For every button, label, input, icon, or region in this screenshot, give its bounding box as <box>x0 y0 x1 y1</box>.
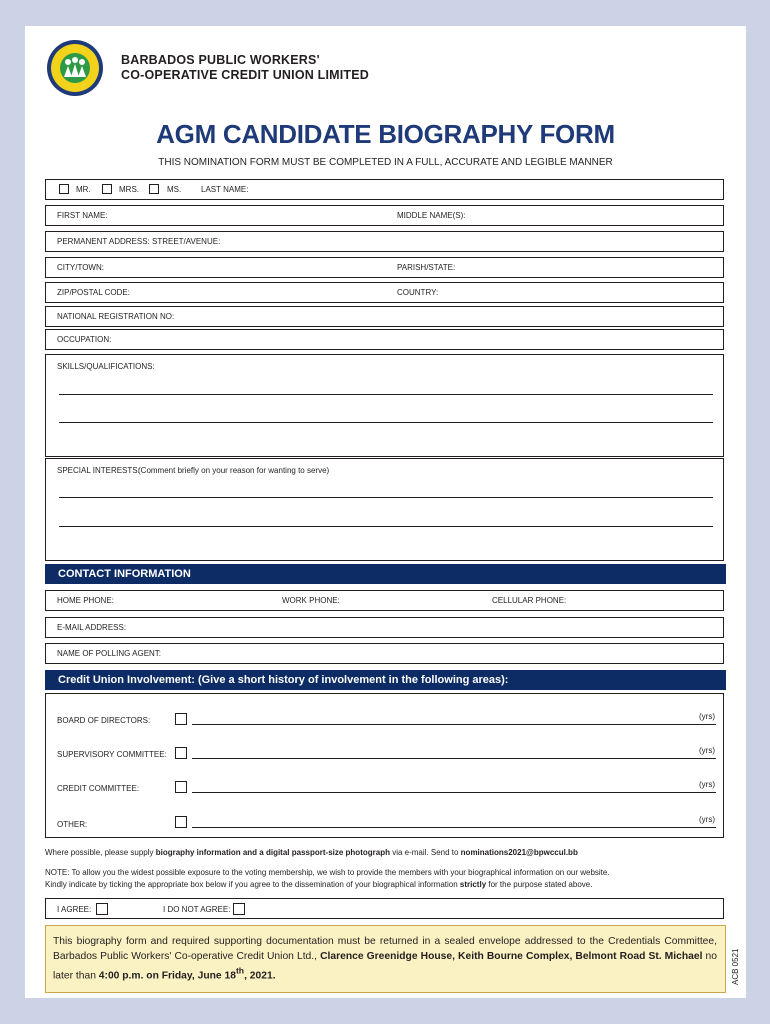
polling-agent-field[interactable]: NAME OF POLLING AGENT: <box>57 649 162 658</box>
supervisory-yrs: (yrs) <box>699 746 715 755</box>
skills-line <box>59 394 713 395</box>
middle-names-field[interactable]: MIDDLE NAME(S): <box>397 211 466 220</box>
country-field[interactable]: COUNTRY: <box>397 288 439 297</box>
skills-label: SKILLS/QUALIFICATIONS: <box>57 362 155 371</box>
involvement-heading: Credit Union Involvement: (Give a short history of involvement in the following areas): <box>45 670 726 690</box>
email-row <box>45 617 724 638</box>
consent-row <box>45 898 724 919</box>
interests-box[interactable] <box>45 458 724 561</box>
disagree-label: I DO NOT AGREE: <box>163 905 231 914</box>
skills-box[interactable] <box>45 354 724 457</box>
form-page <box>25 26 746 998</box>
credit-union-logo <box>46 39 104 97</box>
home-phone-field[interactable]: HOME PHONE: <box>57 596 114 605</box>
email-field[interactable]: E-MAIL ADDRESS: <box>57 623 127 632</box>
organization-name-line1: BARBADOS PUBLIC WORKERS' <box>121 53 320 67</box>
form-code: ACB 0521 <box>731 948 740 985</box>
occupation-row <box>45 329 724 350</box>
parish-field[interactable]: PARISH/STATE: <box>397 263 456 272</box>
supply-mid: via e-mail. Send to <box>389 848 461 857</box>
other-yrs: (yrs) <box>699 815 715 824</box>
form-subtitle: THIS NOMINATION FORM MUST BE COMPLETED IN A FULL, ACCURATE AND LEGIBLE MANNER <box>158 157 613 168</box>
interests-label: SPECIAL INTERESTS: <box>57 466 140 475</box>
note-line2-post: for the purpose stated above. <box>486 880 593 889</box>
credit-committee-checkbox[interactable] <box>175 781 187 793</box>
credit-committee-label: CREDIT COMMITTEE: <box>57 784 140 793</box>
board-checkbox[interactable] <box>175 713 187 725</box>
last-name-field[interactable]: LAST NAME: <box>201 185 249 194</box>
address-row <box>45 231 724 252</box>
interests-line <box>59 526 713 527</box>
zip-field[interactable]: ZIP/POSTAL CODE: <box>57 288 130 297</box>
occupation-field[interactable]: OCCUPATION: <box>57 335 112 344</box>
agree-checkbox[interactable] <box>96 903 108 915</box>
disagree-checkbox[interactable] <box>233 903 245 915</box>
notice-sup: th <box>235 966 245 976</box>
other-label: OTHER: <box>57 820 88 829</box>
mrs-label: MRS. <box>119 185 139 194</box>
mrs-checkbox[interactable] <box>102 184 112 194</box>
other-checkbox[interactable] <box>175 816 187 828</box>
mr-label: MR. <box>76 185 91 194</box>
permanent-address-field[interactable]: PERMANENT ADDRESS: STREET/AVENUE: <box>57 237 221 246</box>
supply-bold: biography information and a digital passport-size photograph <box>155 848 390 857</box>
note-line2-pre: Kindly indicate by ticking the appropriate box below if you agree to the dissemination of your biographical information <box>45 880 460 889</box>
cell-phone-field[interactable]: CELLULAR PHONE: <box>492 596 567 605</box>
polling-agent-row <box>45 643 724 664</box>
ms-label: MS. <box>167 185 182 194</box>
phone-row <box>45 590 724 611</box>
supervisory-line[interactable] <box>192 758 716 759</box>
name-row <box>45 205 724 226</box>
salutation-lastname-row <box>45 179 724 200</box>
supervisory-label: SUPERVISORY COMMITTEE: <box>57 750 167 759</box>
return-notice <box>45 925 726 993</box>
contact-heading: CONTACT INFORMATION <box>45 564 726 584</box>
notice-text2: no later than <box>53 950 717 982</box>
supply-instruction <box>45 848 578 857</box>
agree-label: I AGREE: <box>57 905 92 914</box>
involvement-box <box>45 693 724 838</box>
skills-line <box>59 422 713 423</box>
interests-line <box>59 497 713 498</box>
work-phone-field[interactable]: WORK PHONE: <box>282 596 340 605</box>
notice-text1: This biography form and required supporting documentation must be returned in a sealed envelope addressed to the Credentials Committee, Barbados Public Workers' Co-operative Credit Union Ltd., <box>53 936 717 962</box>
interests-hint: (Comment briefly on your reason for wanting to serve) <box>138 466 330 475</box>
supply-pre: Where possible, please supply <box>45 848 156 857</box>
notice-address: Clarence Greenidge House, Keith Bourne Complex, Belmont Road St. Michael <box>320 950 703 962</box>
organization-name <box>121 53 369 83</box>
credit-committee-line[interactable] <box>192 792 716 793</box>
mr-checkbox[interactable] <box>59 184 69 194</box>
note-strictly: strictly <box>459 880 487 889</box>
first-name-field[interactable]: FIRST NAME: <box>57 211 108 220</box>
note-line2 <box>45 880 592 889</box>
supervisory-checkbox[interactable] <box>175 747 187 759</box>
notice-year: , 2021. <box>244 970 276 982</box>
nrn-row <box>45 306 724 327</box>
ms-checkbox[interactable] <box>149 184 159 194</box>
board-yrs: (yrs) <box>699 712 715 721</box>
city-row <box>45 257 724 278</box>
credit-committee-yrs: (yrs) <box>699 780 715 789</box>
zip-row <box>45 282 724 303</box>
board-label: BOARD OF DIRECTORS: <box>57 716 151 725</box>
other-line[interactable] <box>192 827 716 828</box>
city-field[interactable]: CITY/TOWN: <box>57 263 104 272</box>
organization-name-line2: CO-OPERATIVE CREDIT UNION LIMITED <box>121 68 370 82</box>
supply-email[interactable]: nominations2021@bpwccul.bb <box>460 848 578 857</box>
form-title: AGM CANDIDATE BIOGRAPHY FORM <box>156 119 615 149</box>
board-line[interactable] <box>192 724 716 725</box>
note-line1: NOTE: To allow you the widest possible exposure to the voting membership, we wish to provide the members with your biographical information on our website. <box>45 868 610 877</box>
notice-deadline: 4:00 p.m. on Friday, June 18 <box>98 970 236 982</box>
national-registration-field[interactable]: NATIONAL REGISTRATION NO: <box>57 312 175 321</box>
